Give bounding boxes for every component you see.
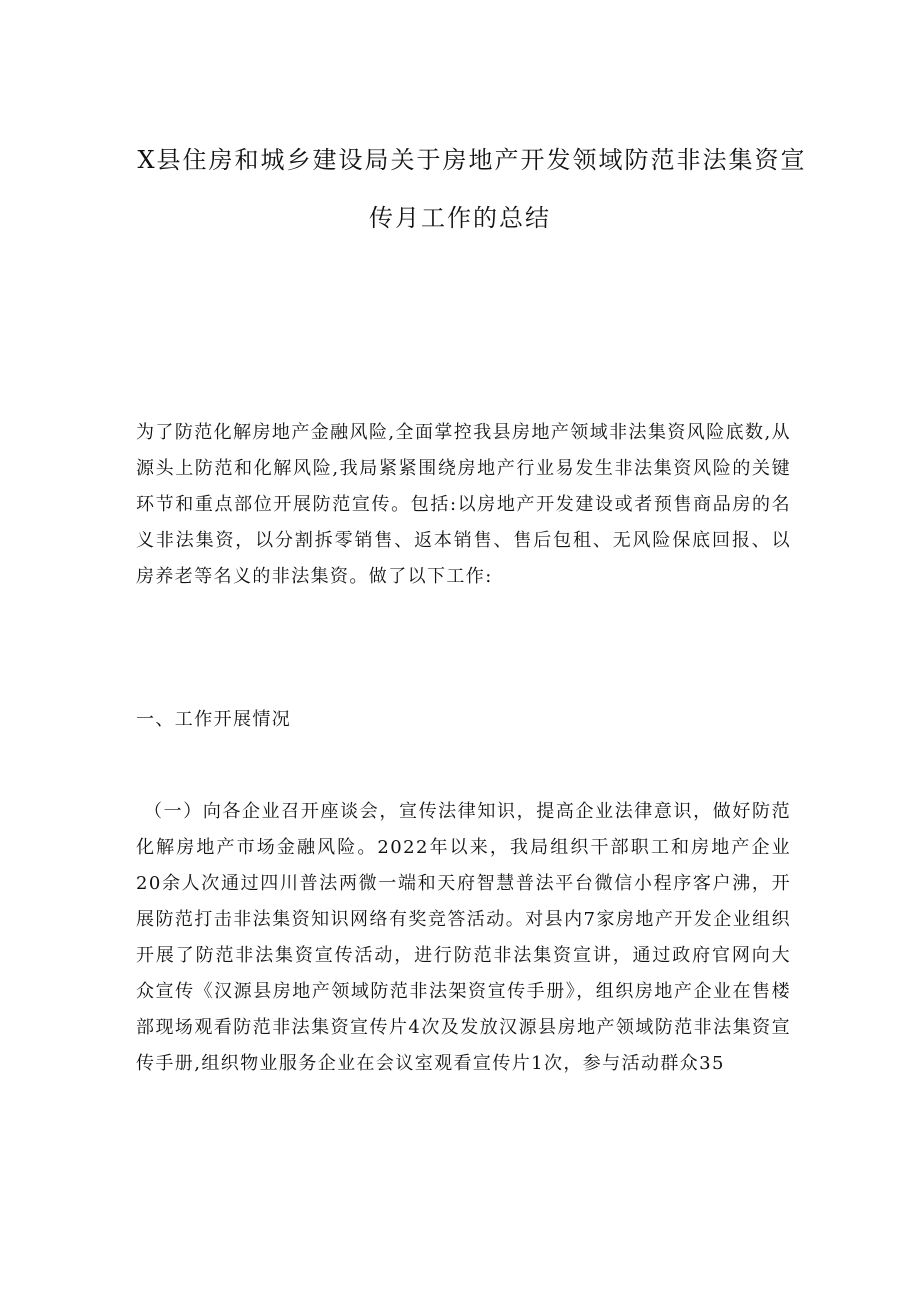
section-heading: 一、工作开展情况 xyxy=(136,709,292,730)
intro-paragraph: 为了防范化解房地产金融风险,全面掌控我县房地产领域非法集资风险底数,从源头上防范和化解风险,我局紧紧围绕房地产行业易发生非法集资风险的关键环节和重点部位开展防范宣传。包括:以房地产开发建设或者预售商品房的名义非法集资，以分割拆零销售、返本销售、售后包租、无风险保底回报、以房养老等名义的非法集资。做了以下工作: xyxy=(136,422,791,587)
section-1-paragraph: （一）向各企业召开座谈会，宣传法律知识，提高企业法律意识，做好防范化解房地产市场金融风险。2022年以来，我局组织干部职工和房地产企业20余人次通过四川普法两微一端和天府智慧普法平台微信小程序客户沸，开展防范打击非法集资知识网络有奖竞答活动。对县内7家房地产开发企业组织开展了防范非法集资宣传活动，进行防范非法集资宣讲，通过政府官网向大众宣传《汉源县房地产领域防范非法架资宣传手册》，组织房地产企业在售楼部现场观看防范非法集资宣传片4次及发放汉源县房地产领域防范非法集资宣传手册,组织物业服务企业在会议室观看宣传片1次，参与活动群众35 xyxy=(136,801,791,1074)
document-title-line-2: 传月工作的总结 xyxy=(369,204,551,232)
document-title-line-1: X县住房和城乡建设局关于房地产开发领域防范非法集资宣 xyxy=(137,146,807,174)
